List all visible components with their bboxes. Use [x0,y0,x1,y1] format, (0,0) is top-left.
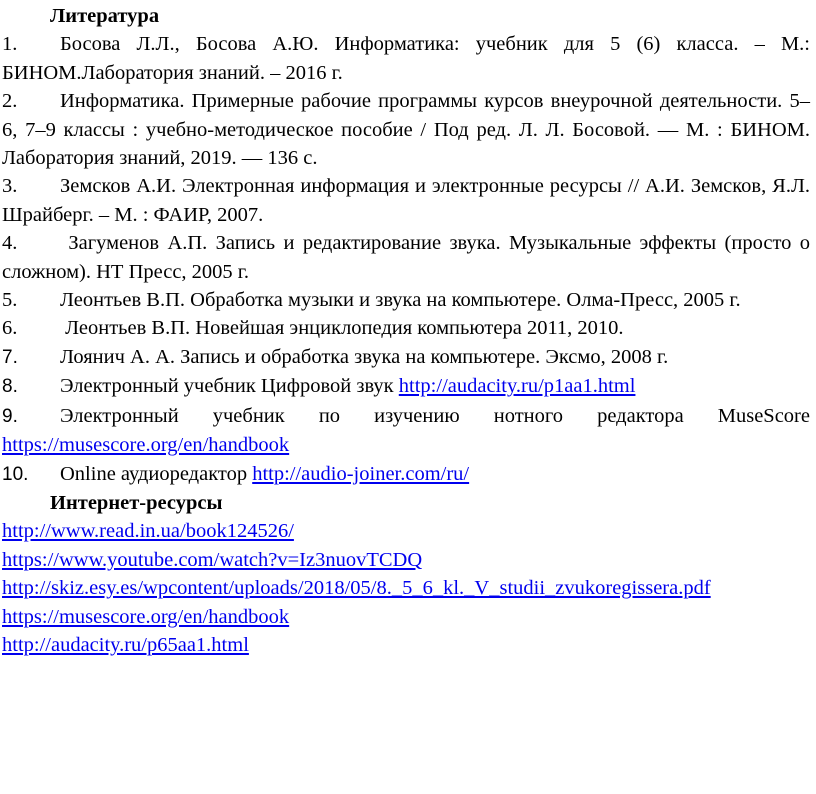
list-item [2,372,810,401]
list-item [2,314,810,342]
item-number: 6. [2,317,18,340]
item-number: 2. [2,90,18,113]
item-text: Электронный учебник Цифровой звук [60,375,399,398]
list-item [2,286,810,314]
list-item [2,402,810,460]
resource-link-pdf[interactable]: http://skiz.esy.es/wpcontent/uploads/2018/05/8._5_6_kl._V_studii_zvukoregissera.pdf [2,577,711,600]
list-item [2,343,810,372]
item-text: Электронный учебник по изучению нотного редактора MuseScore [60,404,810,427]
item-text: Леонтьев В.П. Обработка музыки и звука на компьютере. Олма-Пресс, 2005 г. [60,289,741,312]
item-text: Леонтьев В.П. Новейшая энциклопедия компьютера 2011, 2010. [60,317,624,340]
resource-link-musescore[interactable]: https://musescore.org/en/handbook [2,605,290,628]
resource-link-read[interactable]: http://www.read.in.ua/book124526/ [2,520,294,543]
item-text: Босова Л.Л., Босова А.Ю. Информатика: учебник для 5 (6) класса. – М.: БИНОМ.Лаборатория знаний. – 2016 г. [2,33,810,84]
item-number: 4. [2,232,18,255]
item-text: Земсков А.И. Электронная информация и электронные ресурсы // А.И. Земсков, Я.Л. Шрайберг. – М. : ФАИР, 2007. [2,175,810,226]
item-text: Информатика. Примерные рабочие программы курсов внеурочной деятельности. 5–6, 7–9 классы : учебно-методическое пособие / Под ред. Л. Л. Босовой. –– М. : БИНОМ. Лаборатория знаний, 2019. –– 136 с. [2,90,810,170]
item-text: Лоянич А. А. Запись и обработка звука на компьютере. Эксмо, 2008 г. [60,345,669,368]
item-text: Загуменов А.П. Запись и редактирование звука. Музыкальные эффекты (просто о сложном). НТ Пресс, 2005 г. [2,232,810,283]
resource-link-youtube[interactable]: https://www.youtube.com/watch?v=Iz3nuovTCDQ [2,548,423,571]
audacity-link[interactable]: http://audacity.ru/p1aa1.html [398,375,636,398]
item-number: 7. [2,346,18,368]
item-number: 5. [2,289,18,312]
item-number: 9. [2,405,18,427]
literature-list [2,30,810,489]
item-number: 10. [2,463,29,485]
internet-resources-list [2,517,810,659]
list-item [2,172,810,229]
item-text: Online аудиоредактор [60,462,253,485]
musescore-handbook-link[interactable]: https://musescore.org/en/handbook [2,434,290,457]
list-item [2,30,810,87]
item-number: 3. [2,175,18,198]
list-item [2,460,810,489]
item-number: 8. [2,376,18,398]
resource-link-audacity[interactable]: http://audacity.ru/p65aa1.html [2,633,249,656]
audio-joiner-link[interactable]: http://audio-joiner.com/ru/ [252,462,470,485]
internet-resources-heading: Интернет-ресурсы [50,491,223,514]
item-number: 1. [2,33,18,56]
list-item [2,87,810,172]
literature-heading: Литература [50,5,160,27]
list-item [2,229,810,286]
